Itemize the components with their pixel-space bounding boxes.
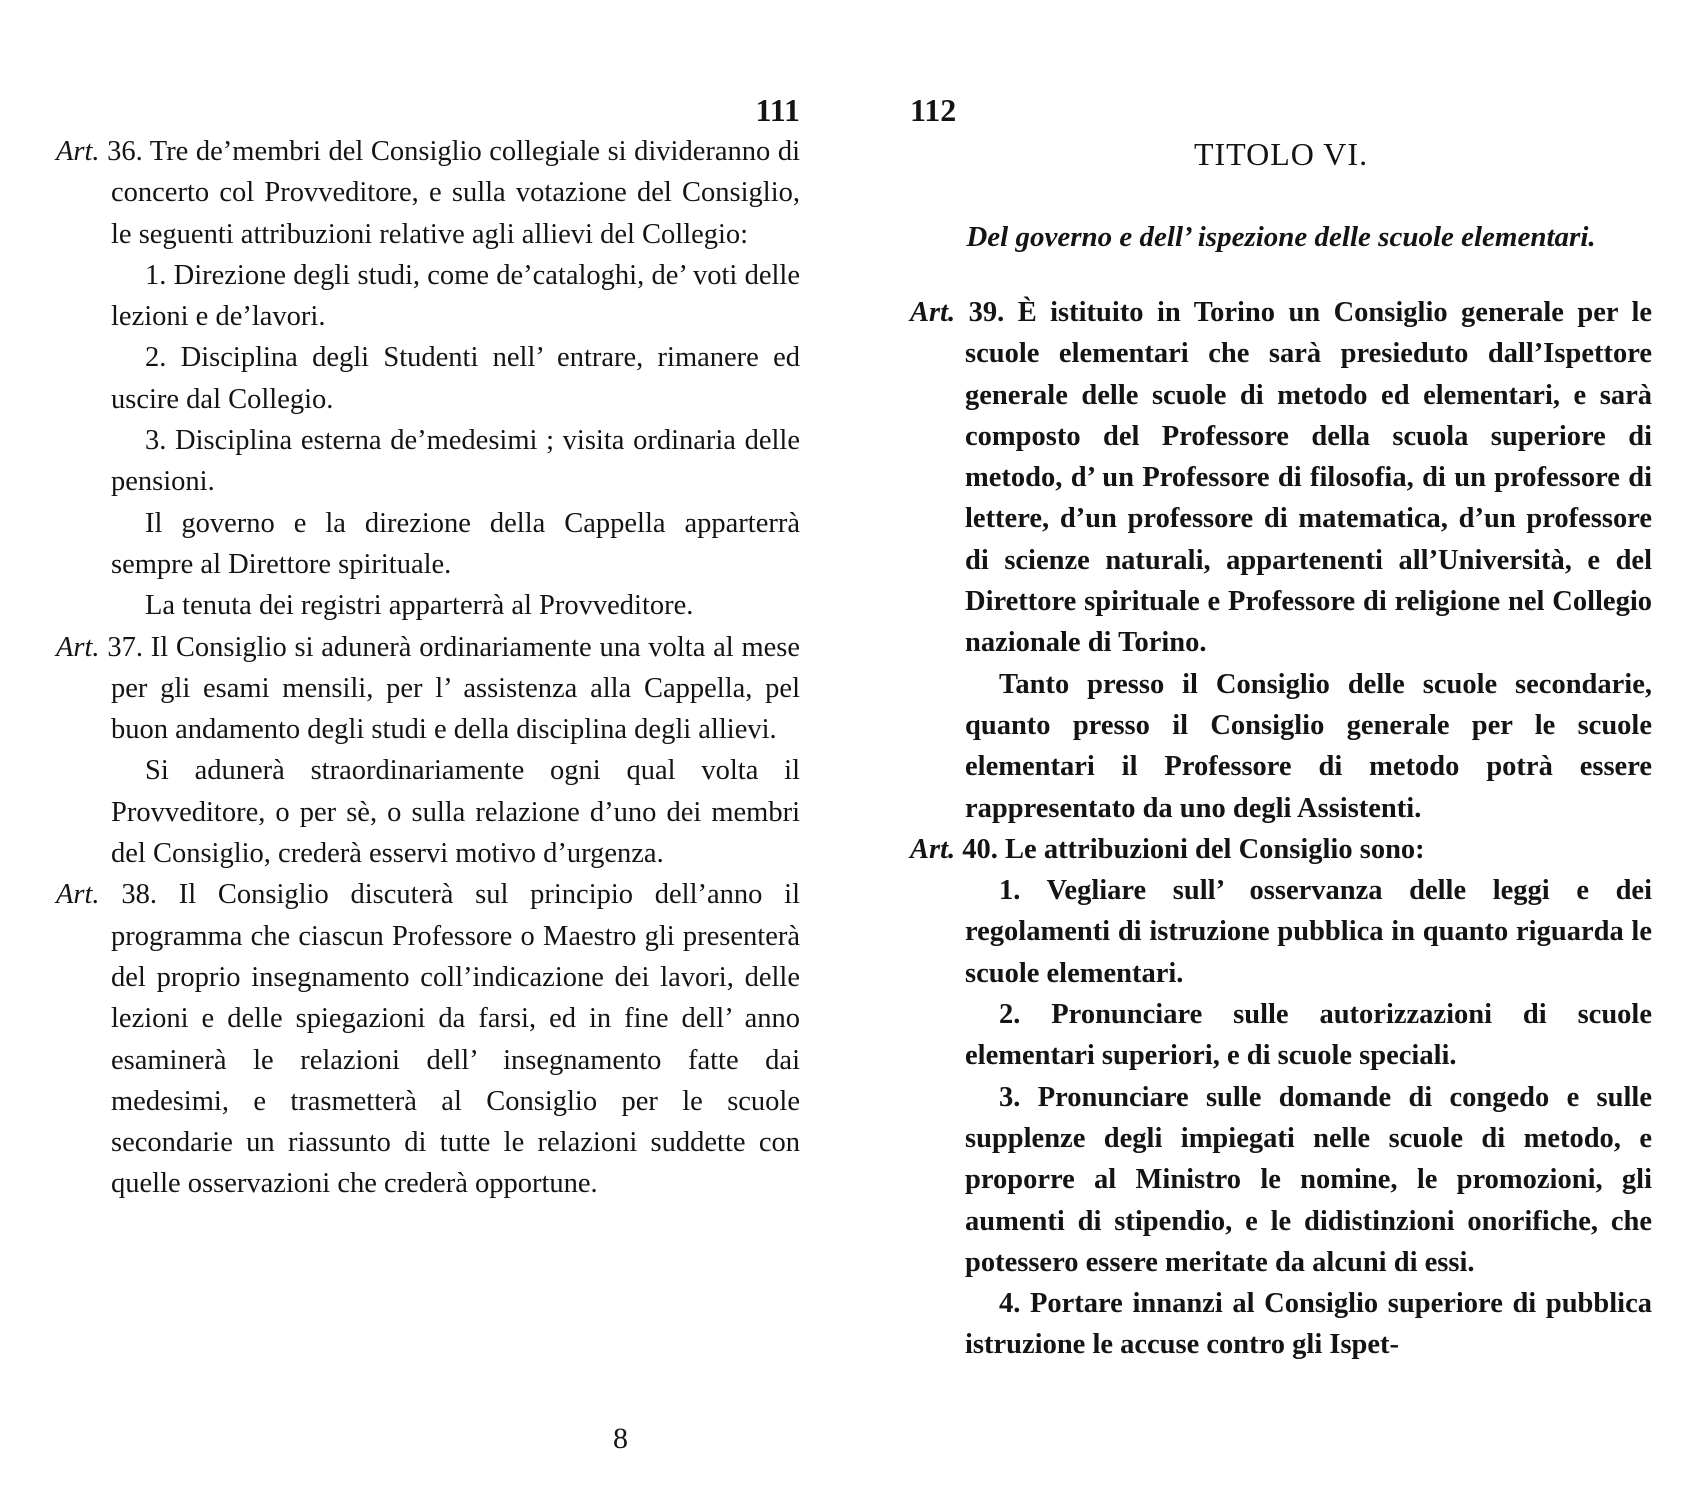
- article-40: [910, 829, 1652, 870]
- paragraph: Si adunerà straordinariamente ogni qual volta il Provveditore, o per sè, o sulla relazione d’uno dei membri del Consiglio, crederà esservi motivo d’urgenza.: [111, 755, 800, 870]
- list-item: 3. Pronunciare sulle domande di congedo e sulle supplenze degli impiegati nelle scuole di metodo, e proporre al Ministro le nomine, le promozioni, gli aumenti di stipendio, e le didistinzioni onorifiche, che potessero essere meritate da alcuni di essi.: [965, 1081, 1652, 1278]
- list-item: 2. Disciplina degli Studenti nell’ entrare, rimanere ed uscire dal Collegio.: [111, 342, 800, 415]
- list-item: 1. Direzione degli studi, come de’cataloghi, de’ voti delle lezioni e de’lavori.: [111, 259, 800, 333]
- article-number: 36.: [107, 136, 143, 167]
- section-subtitle: Del governo e dell’ ispezione delle scuole elementari.: [966, 221, 1596, 253]
- article-label: Art.: [910, 297, 956, 328]
- article-label: Art.: [910, 833, 956, 865]
- article-number: 37.: [107, 631, 143, 663]
- paragraph: Il governo e la direzione della Cappella apparterrà sempre al Direttore spirituale.: [111, 507, 800, 580]
- article-36: [56, 131, 800, 255]
- list-item: 2. Pronunciare sulle autorizzazioni di scuole elementari superiori, e di scuole speciali.: [965, 999, 1652, 1072]
- list-item: 4. Portare innanzi al Consiglio superiore di pubblica istruzione le accuse contro gli Ispet-: [965, 1288, 1652, 1361]
- article-text: È istituito in Torino un Consiglio generale per le scuole elementari che sarà presieduto dall’Ispettore generale delle scuole di metodo ed elementari, e sarà composto del Professore della scuola superiore di metodo, d’ un Professore di filosofia, di un professore di lettere, d’un professore di matematica, d’un professore di scienze naturali, appartenenti all’Università, e del Direttore spirituale e Professore di religione nel Collegio nazionale di Torino.: [965, 297, 1653, 659]
- paragraph: Tanto presso il Consiglio delle scuole secondarie, quanto presso il Consiglio generale per le scuole elementari il Professore di metodo potrà essere rappresentato da uno degli Assistenti.: [965, 668, 1652, 824]
- paragraph: La tenuta dei registri apparterrà al Provveditore.: [145, 590, 694, 622]
- left-page: [56, 0, 800, 1500]
- article-number: 40.: [962, 833, 998, 865]
- article-number: 38.: [121, 879, 157, 911]
- article-text: Le attribuzioni del Consiglio sono:: [1005, 833, 1425, 865]
- article-number: 39.: [968, 297, 1005, 328]
- article-label: Art.: [56, 136, 100, 167]
- left-page-text: [56, 131, 800, 1205]
- section-title: TITOLO VI.: [1193, 136, 1369, 172]
- article-label: Art.: [56, 631, 100, 663]
- article-39: [910, 292, 1652, 664]
- page-number: 111: [755, 92, 800, 128]
- article-text: Il Consiglio discuterà sul principio dell’anno il programma che ciascun Professore o Maestro gli presenterà del proprio insegnamento coll’indicazione dei lavori, delle lezioni e delle spiegazioni da farsi, ed in fine dell’ anno esaminerà le relazioni dell’ insegnamento fatte dai medesimi, e trasmetterà al Consiglio per le scuole secondarie un riassunto di tutte le relazioni suddette con quelle osservazioni che crederà opportune.: [111, 879, 801, 1200]
- right-page-text: [910, 292, 1652, 1366]
- list-item: 1. Vegliare sull’ osservanza delle leggi e dei regolamenti di istruzione pubblica in quanto riguarda le scuole elementari.: [965, 875, 1652, 989]
- article-text: Tre de’membri del Consiglio collegiale si divideranno di concerto col Provveditore, e sulla votazione del Consiglio, le seguenti attribuzioni relative agli allievi del Collegio:: [111, 136, 800, 250]
- list-item: 3. Disciplina esterna de’medesimi ; visita ordinaria delle pensioni.: [111, 425, 800, 498]
- article-38: [56, 874, 800, 1204]
- signature-mark: 8: [613, 1422, 628, 1455]
- page-number: 112: [910, 92, 957, 128]
- article-37: [56, 627, 800, 751]
- article-label: Art.: [56, 879, 100, 911]
- right-page: [910, 0, 1652, 1500]
- article-text: Il Consiglio si adunerà ordinariamente una volta al mese per gli esami mensili, per l’ assistenza alla Cappella, pel buon andamento degli studi e della disciplina degli allievi.: [111, 631, 801, 746]
